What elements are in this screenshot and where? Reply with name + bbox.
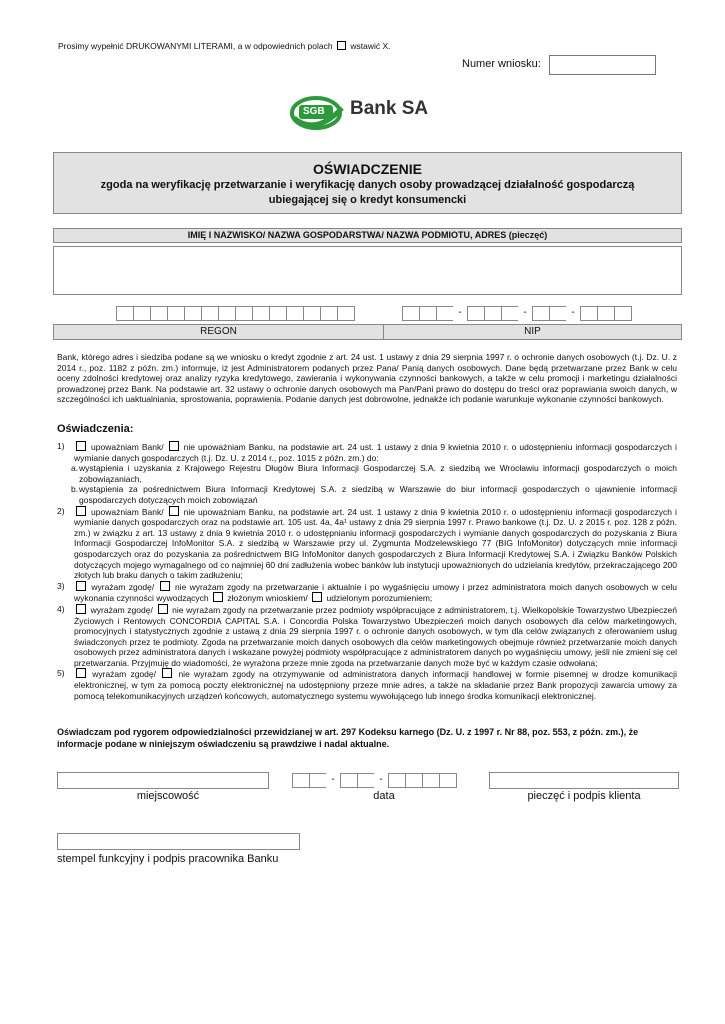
instructions-text: Prosimy wypełnić DRUKOWANYMI LITERAMI, a w odpowiednich polach: [58, 41, 333, 51]
statement-5: [57, 668, 677, 701]
date-cell[interactable]: [422, 773, 439, 788]
nip-cell[interactable]: [549, 306, 566, 321]
statement-number: 2): [57, 505, 65, 516]
checkbox-application[interactable]: [213, 592, 223, 602]
statements-heading: Oświadczenia:: [57, 423, 134, 435]
sub-text: wystąpienia i uzyskania z Krajowego Rejestru Długów Biura Informacji Gospodarczej S.A. z siedzibą we Wrocławiu informacji gospodarczych o moich zobowiązaniach,: [79, 463, 677, 484]
option-label: wyrażam zgodę/: [90, 604, 153, 615]
title-box: [53, 152, 682, 214]
nip-cells[interactable]: [402, 306, 632, 321]
instructions-text-end: wstawić X.: [350, 41, 391, 51]
statement-1-sub-b: [57, 484, 677, 505]
date-cell[interactable]: [292, 773, 309, 788]
regon-cell[interactable]: [167, 306, 184, 321]
option-label: udzielonym porozumieniem;: [326, 593, 433, 604]
name-address-field[interactable]: [53, 246, 682, 295]
statement-number: 4): [57, 603, 65, 614]
statement-number: 5): [57, 668, 65, 679]
option-label: nie upoważniam Banku,: [183, 506, 276, 517]
instructions-note: [58, 41, 391, 51]
nip-label: NIP: [524, 326, 541, 337]
checkbox-authorize[interactable]: [76, 506, 86, 516]
date-cell[interactable]: [439, 773, 457, 788]
regon-cell[interactable]: [303, 306, 320, 321]
checkbox-no-consent[interactable]: [162, 668, 172, 678]
nip-cell[interactable]: [436, 306, 453, 321]
document-subtitle-line2: ubiegającej się o kredyt konsumencki: [268, 194, 467, 206]
date-cell[interactable]: [309, 773, 326, 788]
date-cell[interactable]: [388, 773, 405, 788]
option-label: wyrażam zgodę/: [92, 669, 156, 680]
nip-dash: -: [523, 307, 527, 318]
statement-text: na przetwarzanie przez podmioty współpracujące z administratorem, t.j. Wielkopolskie Towarzystwo Ubezpieczeń Życiowych i Rentowych CONCORDIA CAPITAL S.A. i Concordia Polska Towarzystwo Ubezpieczeń moich danych osobowych dla celów marketingowych, promocyjnych i statystycznych zgodnie z ustawą z dnia 29 sierpnia 1997 r. o ochronie danych osobowych, w tym dla celów związanych z oferowaniem usług świadczonych przez te podmioty. Zgoda na przetwarzanie moich danych osobowych dla celów marketingowych obejmuje również przetwarzanie moich danych osobowych przez administratora danych i wskazane powyżej podmioty współpracujące z administratorem danych po wygaśnięciu umowy, jeśli nie zmieni się cel przetwarzania. Przyjmuję do wiadomości, że wyrażona przeze mnie zgoda na przetwarzanie danych może być w każdym czasie odwołana;: [74, 604, 677, 668]
regon-cell[interactable]: [252, 306, 269, 321]
statement-4: [57, 604, 677, 669]
date-cells[interactable]: [292, 773, 457, 788]
statement-1: [57, 441, 677, 463]
client-stamp-field[interactable]: [489, 772, 679, 789]
regon-label: REGON: [200, 326, 237, 337]
checkbox-consent[interactable]: [76, 581, 86, 591]
nip-cell[interactable]: [580, 306, 597, 321]
checkbox-not-authorize[interactable]: [169, 441, 179, 451]
sub-text: wystąpienia za pośrednictwem Biura Informacji Kredytowej S.A. z siedzibą w Warszawie do biur informacji gospodarczych o ujawnienie informacji gospodarczych dotyczących moich zobowiązań: [79, 484, 677, 505]
declaration-text: Oświadczam pod rygorem odpowiedzialności przewidzianej w art. 297 Kodeksu karnego (Dz. U. z 1997 r. Nr 88, poz. 553, z późn. zm.), że informacje podane w niniejszym oświadczeniu są prawdziwe i nadal aktualne.: [57, 727, 639, 749]
statements-list: [57, 441, 677, 701]
sub-letter: a.: [71, 463, 79, 474]
nip-dash: -: [458, 307, 462, 318]
option-label: nie wyrażam zgody: [174, 581, 250, 592]
regon-cell[interactable]: [184, 306, 201, 321]
option-label: upoważniam Bank/: [91, 442, 164, 452]
checkbox-authorize[interactable]: [76, 441, 86, 451]
regon-cell[interactable]: [320, 306, 337, 321]
regon-cell[interactable]: [201, 306, 218, 321]
option-label: wyrażam zgodę/: [91, 581, 155, 592]
regon-cell[interactable]: [337, 306, 355, 321]
regon-cell[interactable]: [116, 306, 133, 321]
employee-stamp-field[interactable]: [57, 833, 300, 850]
name-section-header: IMIĘ I NAZWISKO/ NAZWA GOSPODARSTWA/ NAZWA PODMIOTU, ADRES (pieczęć): [53, 228, 682, 243]
checkbox-not-authorize[interactable]: [169, 506, 179, 516]
nip-cell[interactable]: [402, 306, 419, 321]
statement-2: [57, 506, 677, 581]
checkbox-sample-icon: [337, 41, 346, 50]
option-label: nie wyrażam zgody: [178, 669, 255, 680]
option-label: złożonym wnioskiem/: [227, 593, 308, 604]
date-dash: -: [331, 774, 335, 785]
place-field[interactable]: [57, 772, 269, 789]
nip-dash: -: [571, 307, 575, 318]
nip-cell[interactable]: [467, 306, 484, 321]
logo-text: Bank SA: [350, 98, 429, 119]
nip-cell[interactable]: [614, 306, 632, 321]
option-label: nie wyrażam zgody: [172, 604, 246, 615]
option-label: upoważniam Bank/: [91, 506, 164, 517]
statement-text: na otrzymywanie od administratora danych informacji handlowej w formie pisemnej w drodze komunikacji elektronicznej, w tym za pomocą poczty elektronicznej na udostępniony przeze mnie adres, a także na składanie przez Bank propozycji zawarcia umowy za pomocą telekomunikacyjnych urządzeń końcowych, automatycznego systemu wywołującego lub innego środka komunikacji elektronicznej.: [74, 669, 677, 701]
statement-text: na podstawie art. 24 ust. 1 ustawy z dnia 9 kwietnia 2010 r. o udostępnieniu informacji gospodarczych i wymianie danych gospodarczych oraz na podstawie art. 105 ust. 4a, 4a¹ ustawy z dnia 29 sierpnia 1997 r. Prawo bankowe (t.j. Dz. U. z 2015 r. poz. 128 z późn. zm.) w związku z art. 13 ustawy z dnia 9 kwietnia 2010 r. o udostępnianiu informacji gospodarczych i wymianie danych gospodarczych do pozyskania z Biura Informacji Gospodarczej InfoMonitor S.A. z siedzibą w Warszawie przy ul. Zygmunta Modzelewskiego 77 (BIG InfoMonitor) dotyczących mnie informacji gospodarczych oraz do pozyskania za pośrednictwem BIG InfoMonitor danych gospodarczych z Biura Informacji Kredytowej S.A. i Związku Banków Polskich dotyczących mojego wymagalnego od co najmniej 60 dni zadłużenia wobec banków lub instytucji upoważnionych do udzielania kredytów, przekraczającego 200 złotych lub braku danych o takim zadłużeniu;: [74, 506, 677, 581]
client-stamp-label: pieczęć i podpis klienta: [527, 790, 641, 802]
checkbox-agreement[interactable]: [312, 592, 322, 602]
regon-cell[interactable]: [133, 306, 150, 321]
date-cell[interactable]: [405, 773, 422, 788]
nip-cell[interactable]: [532, 306, 549, 321]
nip-cell[interactable]: [484, 306, 501, 321]
regon-cell[interactable]: [269, 306, 286, 321]
date-cell[interactable]: [357, 773, 374, 788]
option-label: nie upoważniam Banku,: [183, 442, 276, 452]
date-dash: -: [379, 774, 383, 785]
regon-nip-labels: [53, 324, 682, 340]
regon-cell[interactable]: [235, 306, 252, 321]
regon-cell[interactable]: [150, 306, 167, 321]
bank-logo: [290, 92, 440, 134]
statement-text: na podstawie art. 24 ust. 1 ustawy z dnia 9 kwietnia 2010 r. o udostępnieniu informacji gospodarczych i wymianie danych gospodarczych (t.j. Dz. U. z 2014 r., poz. 1015 z późn. zm.) do:: [74, 442, 677, 463]
statement-3: [57, 581, 677, 604]
date-cell[interactable]: [340, 773, 357, 788]
regon-cell[interactable]: [286, 306, 303, 321]
data-protection-info: Bank, którego adres i siedziba podane są we wniosku o kredyt zgodnie z art. 24 ust. 1 ustawy z dnia 29 sierpnia 1997 r. o ochronie danych osobowych (t.j. Dz. U. z 2014 r., poz. 1182 z późn. zm.) informuje, iż jest Administratorem podanych przez Pana/ Panią danych osobowych. Dane będą przetwarzane przez Bank w celu oceny zdolności kredytowej oraz analizy ryzyka kredytowego, zawierania i wykonywania czynności bankowych, a także w celu promocji i marketingu działalności prowadzonej przez Bank. Na podstawie art. 32 ustawy o ochronie danych osobowych ma Pan/Pani prawo do dostępu do treści oraz poprawiania swoich danych, w szczególności ich uaktualniania, sprostowania, poprawienia. Podanie danych jest dobrowolne, jednakże ich podanie warunkuje wykonanie czynności bankowych.: [57, 352, 677, 405]
request-number-label: Numer wniosku:: [462, 58, 541, 70]
place-label: miejscowość: [136, 790, 200, 802]
nip-cell[interactable]: [597, 306, 614, 321]
checkbox-no-consent[interactable]: [160, 581, 170, 591]
request-number-field[interactable]: [549, 55, 656, 75]
statement-number: 3): [57, 580, 65, 591]
checkbox-consent[interactable]: [76, 668, 86, 678]
statement-1-sub-a: [57, 463, 677, 484]
employee-stamp-label: stempel funkcyjny i podpis pracownika Banku: [57, 853, 279, 865]
nip-cell[interactable]: [419, 306, 436, 321]
statement-text: na przetwarzanie i aktualnie i po wygaśnięciu umowy i przez administratora moich danych osobowych w celu wykonania czynności wywodzących: [74, 581, 677, 604]
checkbox-consent[interactable]: [76, 604, 86, 614]
document-title: OŚWIADCZENIE: [313, 161, 422, 177]
document-subtitle-line1: zgoda na weryfikację przetwarzanie i weryfikację danych osoby prowadzącej działalność gospodarczą: [100, 179, 635, 191]
nip-cell[interactable]: [501, 306, 518, 321]
regon-cells[interactable]: [116, 306, 355, 321]
regon-cell[interactable]: [218, 306, 235, 321]
sub-letter: b.: [71, 484, 79, 495]
date-label: data: [373, 790, 395, 802]
logo-badge: SGB: [303, 106, 325, 117]
checkbox-no-consent[interactable]: [158, 604, 168, 614]
statement-number: 1): [57, 441, 65, 451]
